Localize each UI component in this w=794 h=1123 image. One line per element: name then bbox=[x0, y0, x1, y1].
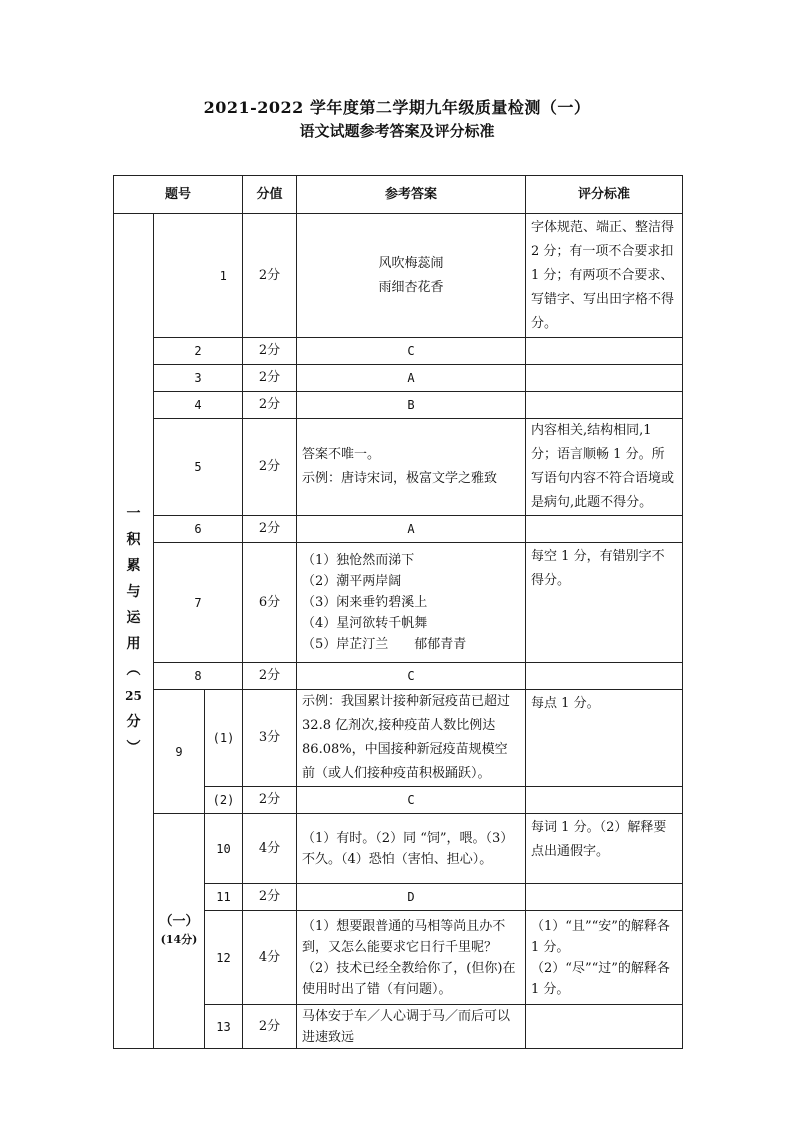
table-row bbox=[114, 365, 683, 392]
col-header-criteria: 评分标准 bbox=[526, 176, 683, 214]
q-answer: A bbox=[297, 516, 526, 543]
col-header-score: 分值 bbox=[243, 176, 297, 214]
q-criteria: 字体规范、端正、整洁得 2 分；有一项不合要求扣 1 分；有两项不合要求、写错字、写出田字格不得分。 bbox=[526, 214, 683, 338]
q-criteria: 每点 1 分。 bbox=[526, 690, 683, 787]
q-score: 2分 bbox=[243, 884, 297, 911]
section1-label: 一 积 累 与 运 用 ︵ 25 分 ︶ bbox=[114, 214, 154, 1049]
answer-table bbox=[113, 175, 683, 1049]
q-answer: （1）想要跟普通的马相等尚且办不到，又怎么能要求它日行千里呢？ （2）技术已经全教给你了，(但你)在使用时出了错（有问题）。 bbox=[297, 911, 526, 1005]
table-row bbox=[114, 663, 683, 690]
q-score: 2分 bbox=[243, 516, 297, 543]
q-number: 2 bbox=[154, 338, 243, 365]
q-answer: D bbox=[297, 884, 526, 911]
q-answer: 风吹梅蕊闹 雨细杏花香 bbox=[297, 214, 526, 338]
q-criteria bbox=[526, 1005, 683, 1049]
q-score: 2分 bbox=[243, 419, 297, 516]
q-answer: （1）独怆然而涕下 （2）潮平两岸阔 （3）闲来垂钓碧溪上 （4）星河欲转千帆舞 （5）岸芷汀兰 郁郁青青 bbox=[297, 543, 526, 663]
q-answer: 马体安于车／人心调于马／而后可以进速致远 bbox=[297, 1005, 526, 1049]
q-criteria: 每空 1 分，有错别字不得分。 bbox=[526, 543, 683, 663]
q-answer: 示例：我国累计接种新冠疫苗已超过 32.8 亿剂次,接种疫苗人数比例达 86.08%，中国接种新冠疫苗规模空前（或人们接种疫苗积极踊跃）。 bbox=[297, 690, 526, 787]
q-number: 11 bbox=[205, 884, 243, 911]
q-number: 3 bbox=[154, 365, 243, 392]
table-row bbox=[114, 338, 683, 365]
q-criteria: （1）“且”“安”的解释各 1 分。 （2）“尽”“过”的解释各 1 分。 bbox=[526, 911, 683, 1005]
q-criteria bbox=[526, 884, 683, 911]
q-criteria bbox=[526, 338, 683, 365]
table-row bbox=[114, 814, 683, 884]
section2-label: （一） (14分) bbox=[154, 814, 205, 1049]
q-number: 13 bbox=[205, 1005, 243, 1049]
table-row bbox=[114, 392, 683, 419]
q-score: 2分 bbox=[243, 787, 297, 814]
q-score: 2分 bbox=[243, 1005, 297, 1049]
q-answer: C bbox=[297, 787, 526, 814]
q-score: 2分 bbox=[243, 365, 297, 392]
q-answer: A bbox=[297, 365, 526, 392]
q-number: 8 bbox=[154, 663, 243, 690]
q-criteria bbox=[526, 365, 683, 392]
table-row bbox=[114, 214, 683, 338]
q-sub-number: (1) bbox=[205, 690, 243, 787]
q-score: 2分 bbox=[243, 663, 297, 690]
q-criteria: 每词 1 分。（2）解释要点出通假字。 bbox=[526, 814, 683, 884]
q-answer: C bbox=[297, 663, 526, 690]
col-header-question: 题号 bbox=[114, 176, 243, 214]
q-criteria: 内容相关,结构相同,1 分；语言顺畅 1 分。所写语句内容不符合语境或是病句,此题不得分。 bbox=[526, 419, 683, 516]
q-number: 6 bbox=[154, 516, 243, 543]
table-row bbox=[114, 543, 683, 663]
q-score: 3分 bbox=[243, 690, 297, 787]
q-answer: 答案不唯一。 示例：唐诗宋词，极富文学之雅致 bbox=[297, 419, 526, 516]
q-number: 5 bbox=[154, 419, 243, 516]
q-number: 7 bbox=[154, 543, 243, 663]
q-number: 9 bbox=[154, 690, 205, 814]
q-score: 4分 bbox=[243, 911, 297, 1005]
q-score: 4分 bbox=[243, 814, 297, 884]
q-score: 2分 bbox=[243, 392, 297, 419]
q-score: 2分 bbox=[243, 214, 297, 338]
q-answer: B bbox=[297, 392, 526, 419]
q-criteria bbox=[526, 392, 683, 419]
q-answer: （1）有时。（2）同 “饲”，喂。（3）不久。（4）恐怕（害怕、担心）。 bbox=[297, 814, 526, 884]
q-sub-number: (2) bbox=[205, 787, 243, 814]
page-title: 2021-2022 学年度第二学期九年级质量检测（一） bbox=[203, 98, 591, 117]
q-blank-cell bbox=[154, 214, 205, 338]
q-criteria bbox=[526, 787, 683, 814]
q-number: 1 bbox=[205, 214, 243, 338]
q-number: 10 bbox=[205, 814, 243, 884]
q-score: 6分 bbox=[243, 543, 297, 663]
q-answer: C bbox=[297, 338, 526, 365]
q-criteria bbox=[526, 663, 683, 690]
q-score: 2分 bbox=[243, 338, 297, 365]
q-criteria bbox=[526, 516, 683, 543]
q-number: 4 bbox=[154, 392, 243, 419]
table-row bbox=[114, 516, 683, 543]
table-row bbox=[114, 419, 683, 516]
table-row bbox=[114, 690, 683, 787]
col-header-answer: 参考答案 bbox=[297, 176, 526, 214]
table-header-row bbox=[114, 176, 683, 214]
q-number: 12 bbox=[205, 911, 243, 1005]
page-subtitle: 语文试题参考答案及评分标准 bbox=[299, 122, 495, 140]
